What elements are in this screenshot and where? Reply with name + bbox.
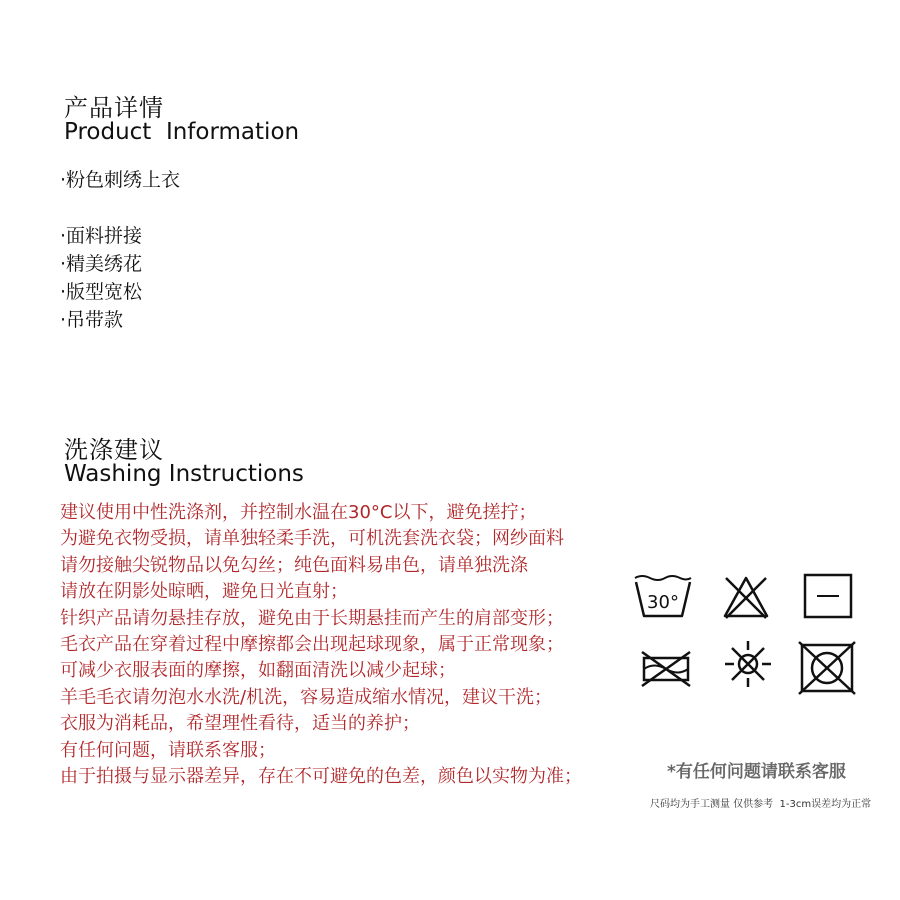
- washing-title-en: Washing Instructions: [64, 461, 304, 487]
- feature-item: ·精美绣花: [60, 253, 143, 275]
- feature-item: ·版型宽松: [60, 281, 143, 303]
- instruction-line: 针织产品请勿悬挂存放，避免由于长期悬挂而产生的肩部变形；: [60, 607, 564, 629]
- instruction-line: 为避免衣物受损，请单独轻柔手洗，可机洗套洗衣袋；网纱面料: [60, 528, 564, 550]
- product-title-cn: 产品详情: [64, 94, 164, 122]
- washing-instructions: [60, 500, 600, 790]
- product-name: ·粉色刺绣上衣: [60, 169, 181, 191]
- product-title-en: Product Information: [64, 119, 300, 145]
- wash-temp-label: 30°: [647, 592, 679, 613]
- size-note: 尺码均为手工测量 仅供参考 1-3cm误差均为正常: [650, 799, 872, 810]
- washing-title-cn: 洗涤建议: [64, 436, 164, 464]
- instruction-line: 建议使用中性洗涤剂，并控制水温在30°C以下，避免搓拧；: [60, 502, 537, 523]
- no-tumble-dry-icon: [796, 640, 858, 696]
- no-bleach-icon: [720, 572, 772, 620]
- instruction-line: 请勿接触尖锐物品以免勾丝；纯色面料易串色，请单独洗涤: [60, 554, 528, 576]
- feature-item: ·吊带款: [60, 309, 124, 331]
- instruction-line: 请放在阴影处晾晒，避免日光直射；: [60, 581, 348, 603]
- product-features: [60, 166, 180, 334]
- instruction-line: 有任何问题，请联系客服；: [60, 739, 276, 761]
- contact-note: *有任何问题请联系客服: [667, 762, 846, 782]
- instruction-line: 羊毛毛衣请勿泡水水洗/机洗，容易造成缩水情况，建议干洗；: [60, 686, 553, 708]
- instruction-line: 可减少衣服表面的摩擦，如翻面清洗以减少起球；: [60, 660, 456, 682]
- no-sun-dry-icon: [722, 638, 774, 690]
- instruction-line: 毛衣产品在穿着过程中摩擦都会出现起球现象，属于正常现象；: [60, 633, 564, 655]
- no-iron-icon: [638, 648, 694, 690]
- care-symbols: [630, 568, 862, 698]
- feature-item: ·面料拼接: [60, 225, 143, 247]
- instruction-line: 由于拍摄与显示器差异，存在不可避免的色差，颜色以实物为准；: [60, 765, 582, 787]
- wash-30-icon: [632, 572, 694, 620]
- tumble-dry-icon: [802, 572, 854, 620]
- instruction-line: 衣服为消耗品，希望理性看待，适当的养护；: [60, 713, 420, 735]
